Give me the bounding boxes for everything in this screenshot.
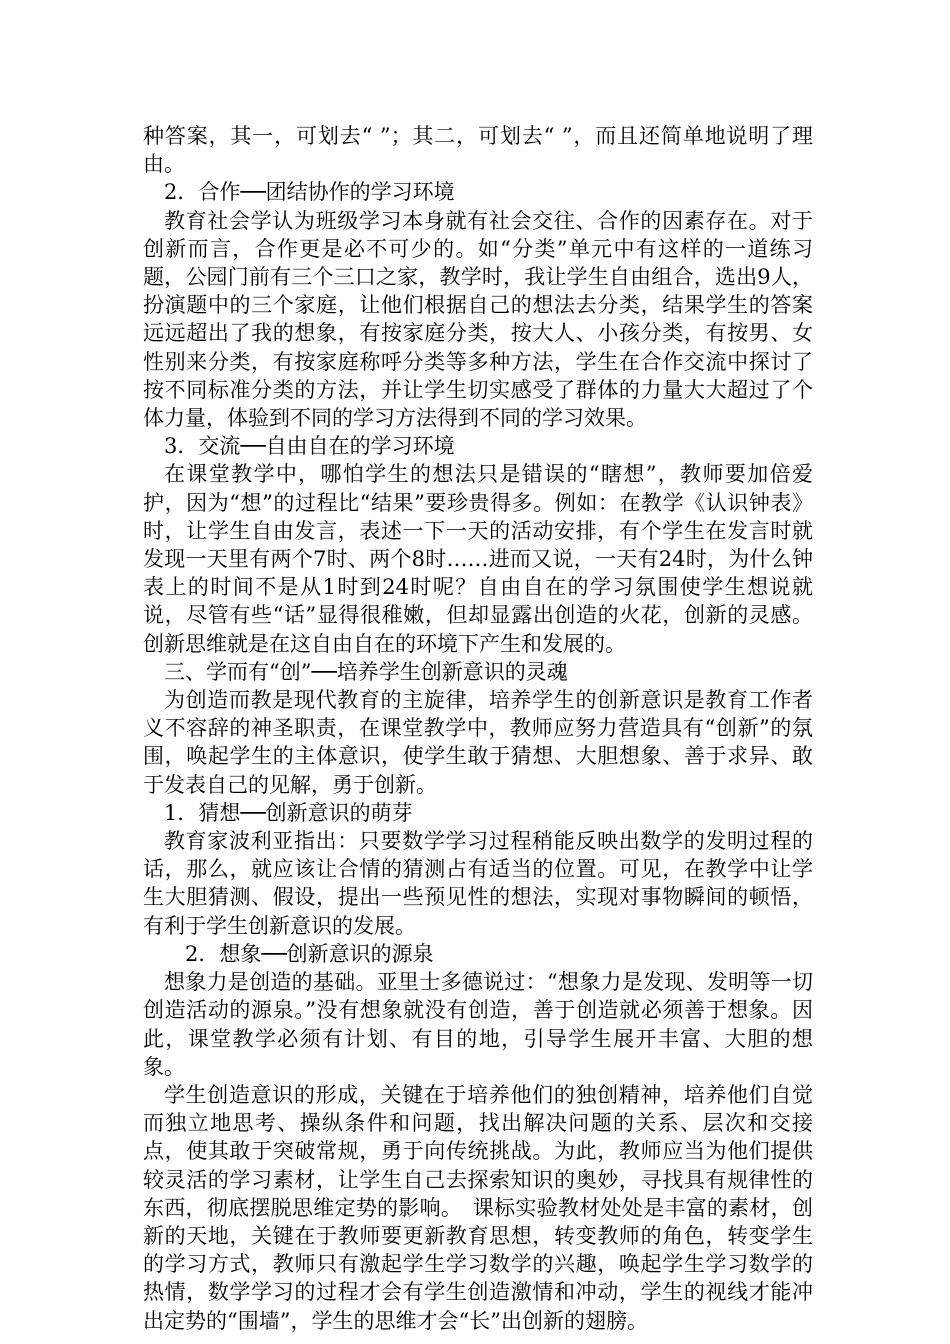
section-heading: 三、学而有“创”──培养学生创新意识的灵魂 <box>164 659 568 684</box>
paragraph: 教育社会学认为班级学习本身就有社会交往、合作的因素存在。对于创新而言，合作更是必不可少的。如“分类”单元中有这样的一道练习题，公园门前有三个三口之家，教学时，我让学生自由组合，选出9人，扮演题中的三个家庭，让他们根据自己的想法去分类，结果学生的答案远远超出了我的想象，有按家庭分类，按大人、小孩分类，有按男、女性别来分类，有按家庭称呼分类等多种方法，学生在合作交流中探讨了按不同标准分类的方法，并让学生切实感受了群体的力量大大超过了个体力量，体验到不同的学习方法得到不同的学习效果。 <box>143 208 813 431</box>
document-body <box>143 122 813 1335</box>
paragraph: 为创造而教是现代教育的主旋律，培养学生的创新意识是教育工作者义不容辞的神圣职责，在课堂教学中，教师应努力营造具有“创新”的氛围，唤起学生的主体意识，使学生敢于猜想、大胆想象、善于求异、敢于发表自己的见解，勇于创新。 <box>143 688 813 797</box>
section-heading: 2．想象──创新意识的源泉 <box>185 941 434 966</box>
paragraph: 想象力是创造的基础。亚里士多德说过：“想象力是发现、发明等一切创造活动的源泉。”没有想象就没有创造，善于创造就必须善于想象。因此，课堂教学必须有计划、有目的地，引导学生展开丰富、大胆的想象。 <box>143 970 813 1079</box>
paragraph: 在课堂教学中，哪怕学生的想法只是错误的“瞎想”，教师要加倍爱护，因为“想”的过程比“结果”要珍贵得多。例如：在教学《认识钟表》时，让学生自由发言，表述一下一天的活动安排，有个学生在发言时就发现一天里有两个7时、两个8时……进而又说，一天有24时，为什么钟表上的时间不是从1时到24时呢？自由自在的学习氛围使学生想说就说，尽管有些“话”显得很稚嫩，但却显露出创造的火花，创新的灵感。创新思维就是在这自由自在的环境下产生和发展的。 <box>143 462 813 656</box>
paragraph: 学生创造意识的形成，关键在于培养他们的独创精神，培养他们自觉而独立地思考、操纵条件和问题，找出解决问题的关系、层次和交接点，使其敢于突破常规，勇于向传统挑战。为此，教师应当为他们提供较灵活的学习素材，让学生自己去探索知识的奥妙，寻找具有规律性的东西，彻底摆脱思维定势的影响。 课标实验教材处处是丰富的素材，创新的天地，关键在于教师要更新教育思想，转变教师的角色，转变学生的学习方式，教师只有激起学生学习数学的兴趣，唤起学生学习数学的热情，数学学习的过程才会有学生创造激情和冲动，学生的视线才能冲出定势的“围墙”，学生的思维才会“长”出创新的翅膀。 <box>143 1082 813 1333</box>
section-heading: 1．猜想──创新意识的萌芽 <box>164 800 413 825</box>
section-heading: 3．交流──自由自在的学习环境 <box>164 434 455 459</box>
paragraph: 教育家波利亚指出：只要数学学习过程稍能反映出数学的发明过程的话，那么，就应该让合情的猜测占有适当的位置。可见，在教学中让学生大胆猜测、假设，提出一些预见性的想法，实现对事物瞬间的顿悟，有利于学生创新意识的发展。 <box>143 829 813 938</box>
paragraph: 种答案，其一，可划去“ ”；其二，可划去“ ”，而且还简单地说明了理由。 <box>143 124 813 177</box>
section-heading: 2．合作──团结协作的学习环境 <box>164 180 455 205</box>
